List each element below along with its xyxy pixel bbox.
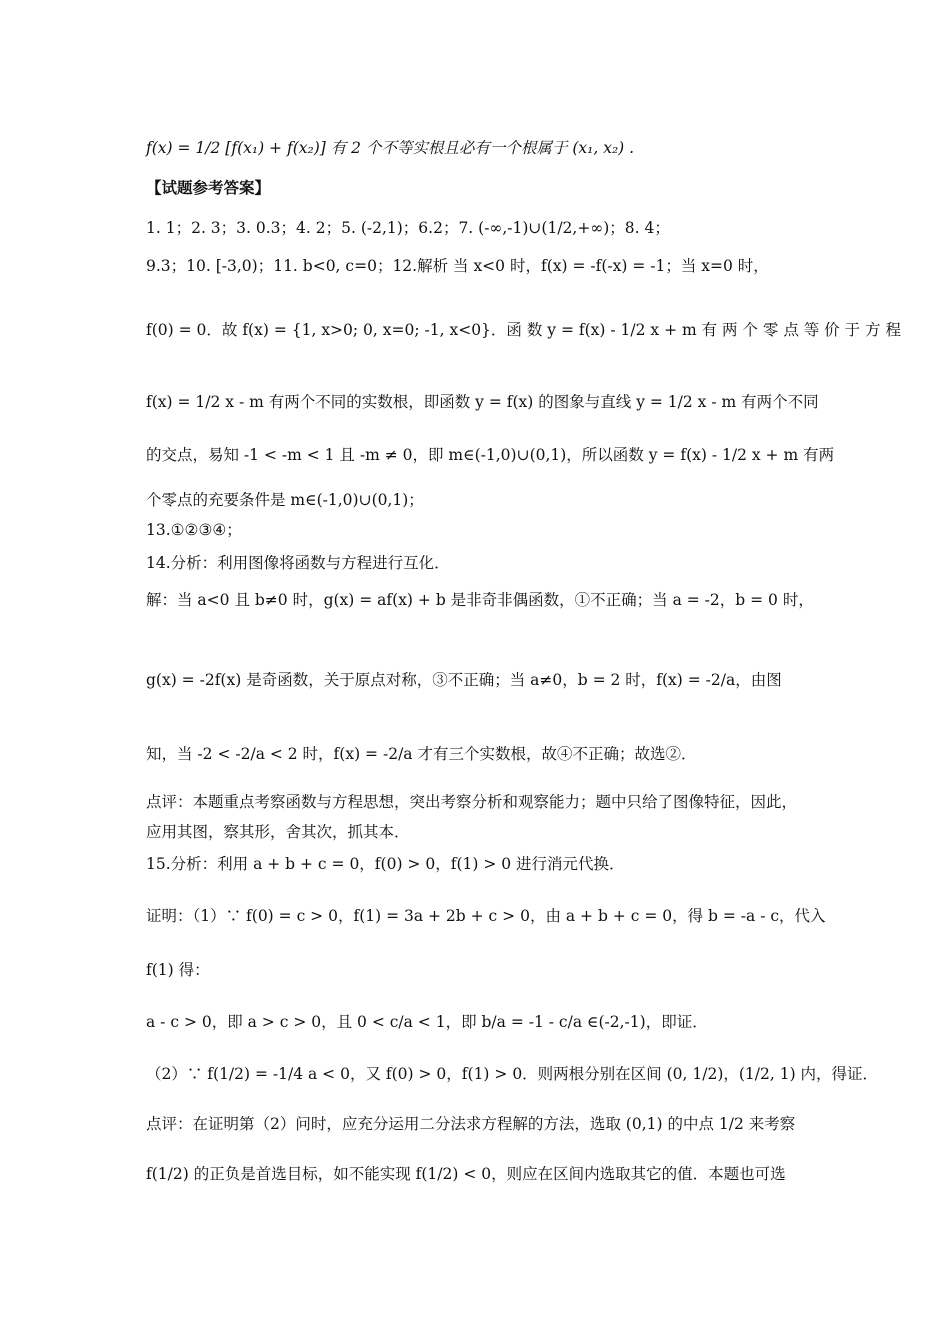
text-line: 9.3；10. [-3,0)；11. b<0, c=0；12.解析 当 x<0 时，f(x) = -f(-x) = -1；当 x=0 时， <box>146 257 769 275</box>
text-line: 的交点，易知 -1 < -m < 1 且 -m ≠ 0，即 m∈(-1,0)∪(0,1)，所以函数 y = f(x) - 1/2 x + m 有两 <box>146 446 835 464</box>
text-line: 知，当 -2 < -2/a < 2 时，f(x) = -2/a 才有三个实数根，故④不正确；故选②． <box>146 745 697 763</box>
text-line: 14.分析：利用图像将函数与方程进行互化． <box>146 554 450 572</box>
text-line: 解：当 a<0 且 b≠0 时，g(x) = af(x) + b 是非奇非偶函数，①不正确；当 a = -2，b = 0 时， <box>146 591 814 609</box>
text-line: 应用其图，察其形，舍其次，抓其本． <box>146 823 410 841</box>
text-line: 1. 1；2. 3；3. 0.3；4. 2；5. (-2,1)；6.2；7. (-∞,-1)∪(1/2,+∞)；8. 4； <box>146 219 670 237</box>
text-line: f(0) = 0．故 f(x) = {1, x>0; 0, x=0; -1, x<0}．函 数 y = f(x) - 1/2 x + m 有 两 个 零 点 等 价 于 方 程 <box>146 321 901 339</box>
text-line: （2）∵ f(1/2) = -1/4 a < 0，又 f(0) > 0，f(1) > 0．则两根分别在区间 (0, 1/2)，(1/2, 1) 内，得证． <box>146 1065 879 1083</box>
text-line: g(x) = -2f(x) 是奇函数，关于原点对称，③不正确；当 a≠0，b = 2 时，f(x) = -2/a，由图 <box>146 671 782 689</box>
text-line: 证明：（1）∵ f(0) = c > 0，f(1) = 3a + 2b + c > 0，由 a + b + c = 0，得 b = -a - c，代入 <box>146 907 826 925</box>
section-heading: 【试题参考答案】 <box>146 178 271 197</box>
text-line: f(x) = 1/2 x - m 有两个不同的实数根，即函数 y = f(x) 的图象与直线 y = 1/2 x - m 有两个不同 <box>146 393 819 411</box>
text-line: f(1/2) 的正负是首选目标，如不能实现 f(1/2) < 0，则应在区间内选取其它的值．本题也可选 <box>146 1165 786 1183</box>
text-line: f(1) 得： <box>146 961 210 979</box>
text-line: 点评：本题重点考察函数与方程思想，突出考察分析和观察能力；题中只给了图像特征，因此， <box>146 793 798 811</box>
text-line: 个零点的充要条件是 m∈(-1,0)∪(0,1)； <box>146 491 424 509</box>
text-line: f(x) = 1/2 [f(x₁) + f(x₂)] 有 2 个不等实根且必有一个根属于 (x₁, x₂) . <box>146 139 635 157</box>
text-line: a - c > 0，即 a > c > 0，且 0 < c/a < 1，即 b/a = -1 - c/a ∈(-2,-1)，即证． <box>146 1013 708 1031</box>
text-line: 13.①②③④； <box>146 521 242 539</box>
text-line: 点评：在证明第（2）问时，应充分运用二分法求方程解的方法，选取 (0,1) 的中点 1/2 来考察 <box>146 1115 796 1133</box>
text-line: 15.分析：利用 a + b + c = 0，f(0) > 0，f(1) > 0 进行消元代换． <box>146 855 625 873</box>
